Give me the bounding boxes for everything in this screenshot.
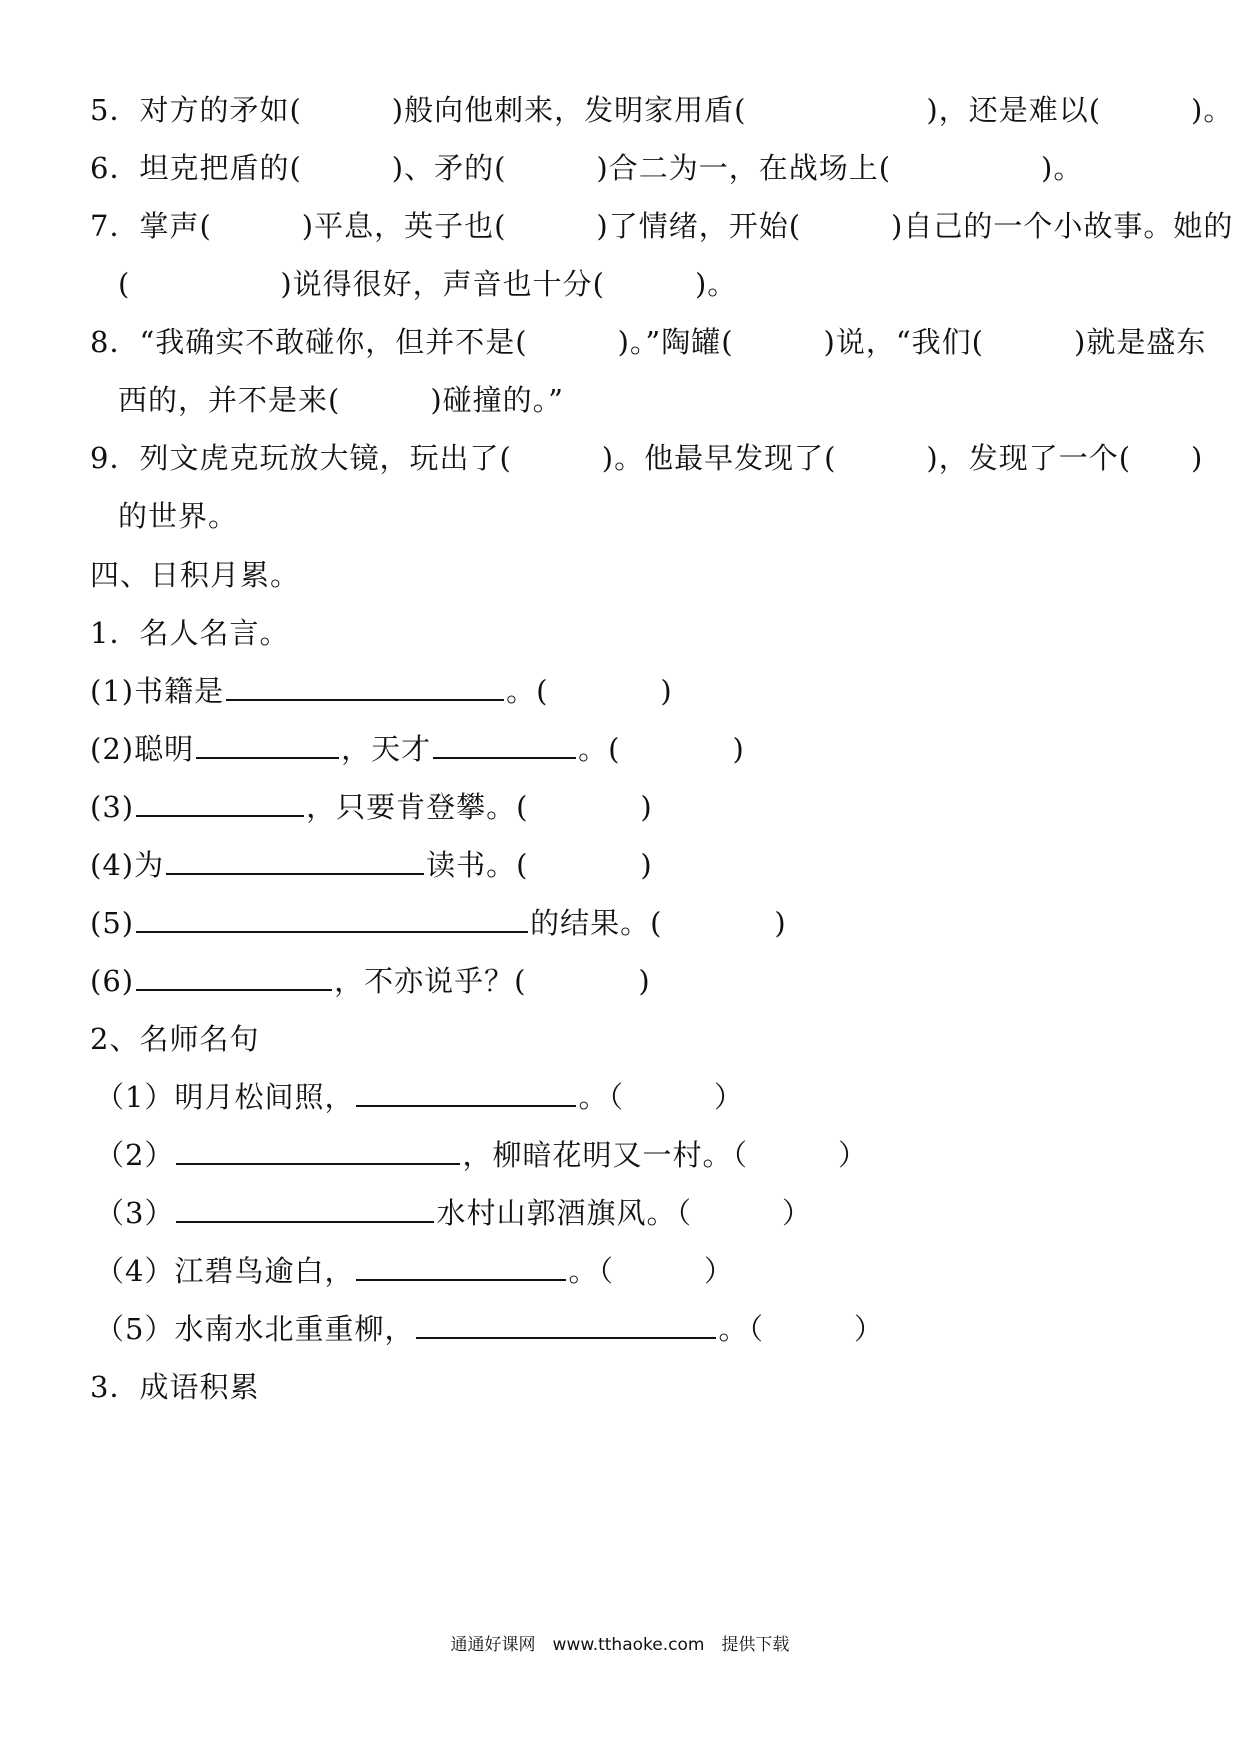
q1-item-4-prefix: (4)为 bbox=[90, 848, 165, 882]
question-8-line-2: 西的，并不是来( )碰撞的。” bbox=[118, 383, 564, 417]
q1-item-1 bbox=[90, 671, 673, 711]
answer-blank[interactable] bbox=[433, 729, 576, 759]
q1-item-3 bbox=[90, 787, 653, 827]
answer-blank[interactable] bbox=[226, 671, 504, 701]
answer-blank[interactable] bbox=[356, 1251, 566, 1281]
q2-item-4-close: ） bbox=[703, 1254, 734, 1288]
q1-item-3-suffix: ，只要肯登攀。( bbox=[306, 790, 529, 824]
answer-blank[interactable] bbox=[176, 1193, 434, 1223]
question-9-line-1: 9．列文虎克玩放大镜，玩出了( )。他最早发现了( )，发现了一个( ) bbox=[90, 441, 1204, 475]
q2-item-4 bbox=[95, 1251, 734, 1291]
q2-item-2-suffix: ，柳暗花明又一村。（ bbox=[462, 1138, 748, 1172]
q1-item-5-close: ) bbox=[774, 906, 787, 940]
q2-item-2-close: ） bbox=[837, 1138, 868, 1172]
q2-item-2-prefix: （2） bbox=[95, 1138, 175, 1172]
answer-blank[interactable] bbox=[166, 845, 424, 875]
q1-item-4 bbox=[90, 845, 653, 885]
q1-item-6-prefix: (6) bbox=[90, 964, 135, 998]
q1-item-1-suffix: 。( bbox=[506, 674, 549, 708]
q2-item-3-prefix: （3） bbox=[95, 1196, 175, 1230]
q1-item-5 bbox=[90, 903, 787, 943]
q1-item-4-close: ) bbox=[640, 848, 653, 882]
q2-item-3 bbox=[95, 1193, 812, 1233]
answer-blank[interactable] bbox=[176, 1135, 460, 1165]
q1-item-3-close: ) bbox=[640, 790, 653, 824]
q1-item-6 bbox=[90, 961, 651, 1001]
q1-item-5-suffix: 的结果。( bbox=[530, 906, 663, 940]
q2-item-5-prefix: （5）水南水北重重柳， bbox=[95, 1312, 415, 1346]
q1-title: 1．名人名言。 bbox=[90, 616, 290, 650]
question-7-line-1: 7．掌声( )平息，英子也( )了情绪，开始( )自己的一个小故事。她的 bbox=[90, 209, 1234, 243]
question-5: 5．对方的矛如( )般向他刺来，发明家用盾( )，还是难以( )。 bbox=[90, 93, 1234, 127]
answer-blank[interactable] bbox=[136, 961, 332, 991]
section-4-heading: 四、日积月累。 bbox=[90, 558, 301, 592]
q2-item-1-suffix: 。（ bbox=[578, 1080, 624, 1114]
q1-item-1-close: ) bbox=[660, 674, 673, 708]
answer-blank[interactable] bbox=[196, 729, 339, 759]
q1-item-2 bbox=[90, 729, 745, 769]
question-7-line-2: ( )说得很好，声音也十分( )。 bbox=[118, 267, 738, 301]
q2-item-5-close: ） bbox=[853, 1312, 884, 1346]
q1-item-3-prefix: (3) bbox=[90, 790, 135, 824]
q3-title: 3．成语积累 bbox=[90, 1370, 260, 1404]
q1-item-1-prefix: (1)书籍是 bbox=[90, 674, 225, 708]
q1-item-2-close: ) bbox=[732, 732, 745, 766]
q2-item-2 bbox=[95, 1135, 868, 1175]
q1-item-2-prefix: (2)聪明 bbox=[90, 732, 195, 766]
q2-title: 2、名师名句 bbox=[90, 1022, 260, 1056]
q1-item-5-prefix: (5) bbox=[90, 906, 135, 940]
footer-source: 通通好课网 www.tthaoke.com 提供下载 bbox=[450, 1635, 790, 1655]
answer-blank[interactable] bbox=[356, 1077, 576, 1107]
q2-item-5-suffix: 。（ bbox=[718, 1312, 764, 1346]
q1-item-2-mid: ，天才 bbox=[341, 732, 432, 766]
question-8-line-1: 8．“我确实不敢碰你，但并不是( )。”陶罐( )说，“我们( )就是盛东 bbox=[90, 325, 1207, 359]
q2-item-1-prefix: （1）明月松间照， bbox=[95, 1080, 355, 1114]
q2-item-3-close: ） bbox=[781, 1196, 812, 1230]
answer-blank[interactable] bbox=[136, 903, 528, 933]
q2-item-4-suffix: 。（ bbox=[568, 1254, 614, 1288]
q1-item-6-close: ) bbox=[638, 964, 651, 998]
answer-blank[interactable] bbox=[416, 1309, 716, 1339]
question-6: 6．坦克把盾的( )、矛的( )合二为一，在战场上( )。 bbox=[90, 151, 1084, 185]
q2-item-3-suffix: 水村山郭酒旗风。（ bbox=[436, 1196, 692, 1230]
q2-item-5 bbox=[95, 1309, 884, 1349]
question-9-line-2: 的世界。 bbox=[118, 499, 239, 533]
q2-item-1 bbox=[95, 1077, 744, 1117]
q1-item-4-suffix: 读书。( bbox=[426, 848, 529, 882]
q2-item-4-prefix: （4）江碧鸟逾白， bbox=[95, 1254, 355, 1288]
q1-item-6-suffix: ，不亦说乎？( bbox=[334, 964, 527, 998]
answer-blank[interactable] bbox=[136, 787, 304, 817]
q1-item-2-suffix: 。( bbox=[578, 732, 621, 766]
q2-item-1-close: ） bbox=[713, 1080, 744, 1114]
